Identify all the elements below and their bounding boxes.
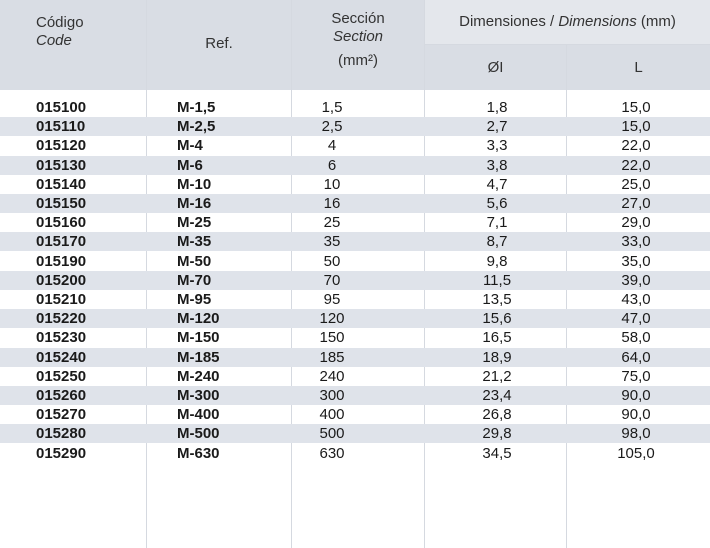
table-row [0, 136, 710, 155]
cell-ref: M-16 [177, 195, 212, 212]
header-mm-label: (mm) [636, 13, 676, 30]
cell-section: 50 [323, 252, 341, 270]
table-row [0, 386, 710, 405]
cell-code: 015110 [36, 118, 86, 136]
cell-ref: M-35 [177, 233, 212, 251]
cell-l: 15,0 [621, 99, 651, 116]
cell-ref: M-6 [177, 156, 203, 174]
cell-di: 3,3 [486, 137, 508, 155]
table-row [0, 290, 710, 309]
cell-code: 015130 [36, 156, 87, 174]
table-row [0, 367, 710, 386]
cell-di: 5,6 [486, 195, 508, 212]
cell-l: 90,0 [621, 387, 651, 404]
cell-di: 18,9 [482, 348, 512, 366]
cell-ref: M-240 [177, 367, 220, 385]
table-row [0, 98, 710, 117]
header-mm2-label: (mm²) [338, 52, 378, 69]
cell-section: 35 [323, 233, 341, 251]
cell-ref: M-50 [177, 252, 212, 270]
cell-di: 9,8 [486, 252, 508, 270]
cell-ref: M-185 [177, 348, 220, 366]
header-l-label: L [634, 59, 643, 76]
cell-code: 015250 [36, 367, 87, 385]
cell-di: 7,1 [486, 214, 508, 232]
cell-ref: M-25 [177, 214, 212, 232]
header-section [292, 10, 424, 70]
cell-di: 26,8 [482, 406, 512, 424]
cell-code: 015160 [36, 214, 87, 232]
cell-code: 015120 [36, 137, 87, 155]
header-ref-label: Ref. [205, 35, 233, 52]
cell-di: 21,2 [482, 367, 512, 385]
cell-l: 105,0 [617, 444, 655, 462]
cell-ref: M-10 [177, 175, 212, 193]
table-row [0, 156, 710, 175]
cell-code: 015190 [36, 252, 87, 270]
cell-ref: M-70 [177, 271, 212, 289]
cell-code: 015230 [36, 329, 87, 347]
header-dimensions [425, 13, 710, 31]
cell-l: 22,0 [621, 137, 651, 155]
header-codigo-label: Código [36, 14, 84, 31]
header-divider [425, 44, 710, 45]
cell-ref: M-300 [177, 387, 220, 404]
table-row [0, 213, 710, 232]
table-row [0, 444, 710, 463]
cell-code: 015280 [36, 425, 87, 443]
cell-di: 34,5 [482, 444, 512, 462]
cell-section: 400 [319, 406, 345, 424]
cell-ref: M-1,5 [177, 99, 216, 116]
cell-l: 35,0 [621, 252, 651, 270]
cell-section: 25 [323, 214, 341, 232]
cell-section: 6 [327, 156, 337, 174]
cell-l: 90,0 [621, 406, 651, 424]
cell-l: 33,0 [621, 233, 651, 251]
cell-l: 43,0 [621, 291, 651, 308]
header-section-label: Section [332, 28, 384, 45]
cell-code: 015270 [36, 406, 87, 424]
cell-section: 185 [319, 348, 345, 366]
cell-l: 25,0 [621, 175, 651, 193]
cell-di: 16,5 [482, 329, 512, 347]
table-row [0, 252, 710, 271]
cell-section: 630 [319, 444, 345, 462]
cell-di: 13,5 [482, 291, 512, 308]
cell-ref: M-120 [177, 310, 220, 328]
table-row [0, 117, 710, 136]
cell-di: 3,8 [486, 156, 508, 174]
cell-code: 015200 [36, 271, 87, 289]
cell-code: 015140 [36, 175, 87, 193]
cell-code: 015100 [36, 99, 87, 116]
cell-ref: M-95 [177, 291, 212, 308]
cell-di: 4,7 [486, 175, 508, 193]
cell-code: 015290 [36, 444, 87, 462]
cell-di: 23,4 [482, 387, 512, 404]
cell-section: 300 [319, 387, 345, 404]
table-row [0, 424, 710, 443]
cell-section: 10 [323, 175, 341, 193]
cell-code: 015170 [36, 233, 87, 251]
cell-section: 4 [327, 137, 337, 155]
cell-section: 240 [319, 367, 345, 385]
cell-section: 150 [319, 329, 345, 347]
header-code [36, 14, 84, 50]
cell-l: 58,0 [621, 329, 651, 347]
cell-l: 75,0 [621, 367, 651, 385]
table-row [0, 348, 710, 367]
table-row [0, 175, 710, 194]
cell-di: 15,6 [482, 310, 512, 328]
header-dimensiones-label: Dimensiones / [459, 13, 559, 30]
header-di-label: ØI [487, 59, 504, 76]
cell-code: 015260 [36, 387, 87, 404]
table-row [0, 405, 710, 424]
cell-section: 120 [319, 310, 345, 328]
cell-ref: M-400 [177, 406, 220, 424]
header-dimensions-label: Dimensions [558, 13, 637, 30]
cell-section: 2,5 [321, 118, 343, 136]
header-code-label: Code [36, 32, 72, 49]
cell-ref: M-500 [177, 425, 220, 443]
cell-ref: M-150 [177, 329, 220, 347]
cell-l: 64,0 [621, 348, 651, 366]
cell-code: 015240 [36, 348, 87, 366]
cell-di: 11,5 [482, 271, 512, 289]
table-row [0, 328, 710, 347]
cell-section: 500 [319, 425, 345, 443]
cell-l: 15,0 [621, 118, 651, 136]
cell-l: 27,0 [621, 195, 651, 212]
table-row [0, 232, 710, 251]
cell-di: 29,8 [482, 425, 512, 443]
cell-section: 16 [323, 195, 341, 212]
cell-l: 98,0 [621, 425, 651, 443]
cell-section: 95 [323, 291, 341, 308]
cell-ref: M-4 [177, 137, 203, 155]
table-row [0, 309, 710, 328]
cell-ref: M-630 [177, 444, 220, 462]
cell-l: 47,0 [621, 310, 651, 328]
cell-code: 015210 [36, 291, 87, 308]
table-row [0, 271, 710, 290]
header-seccion-label: Sección [331, 10, 385, 27]
cell-l: 22,0 [621, 156, 651, 174]
cell-di: 8,7 [486, 233, 508, 251]
cell-section: 70 [323, 271, 341, 289]
cell-code: 015150 [36, 195, 87, 212]
cell-di: 1,8 [486, 99, 508, 116]
cell-l: 39,0 [621, 271, 651, 289]
table-row [0, 194, 710, 213]
cell-section: 1,5 [321, 99, 343, 116]
cell-l: 29,0 [621, 214, 651, 232]
cell-ref: M-2,5 [177, 118, 216, 136]
cell-di: 2,7 [486, 118, 508, 136]
cell-code: 015220 [36, 310, 87, 328]
